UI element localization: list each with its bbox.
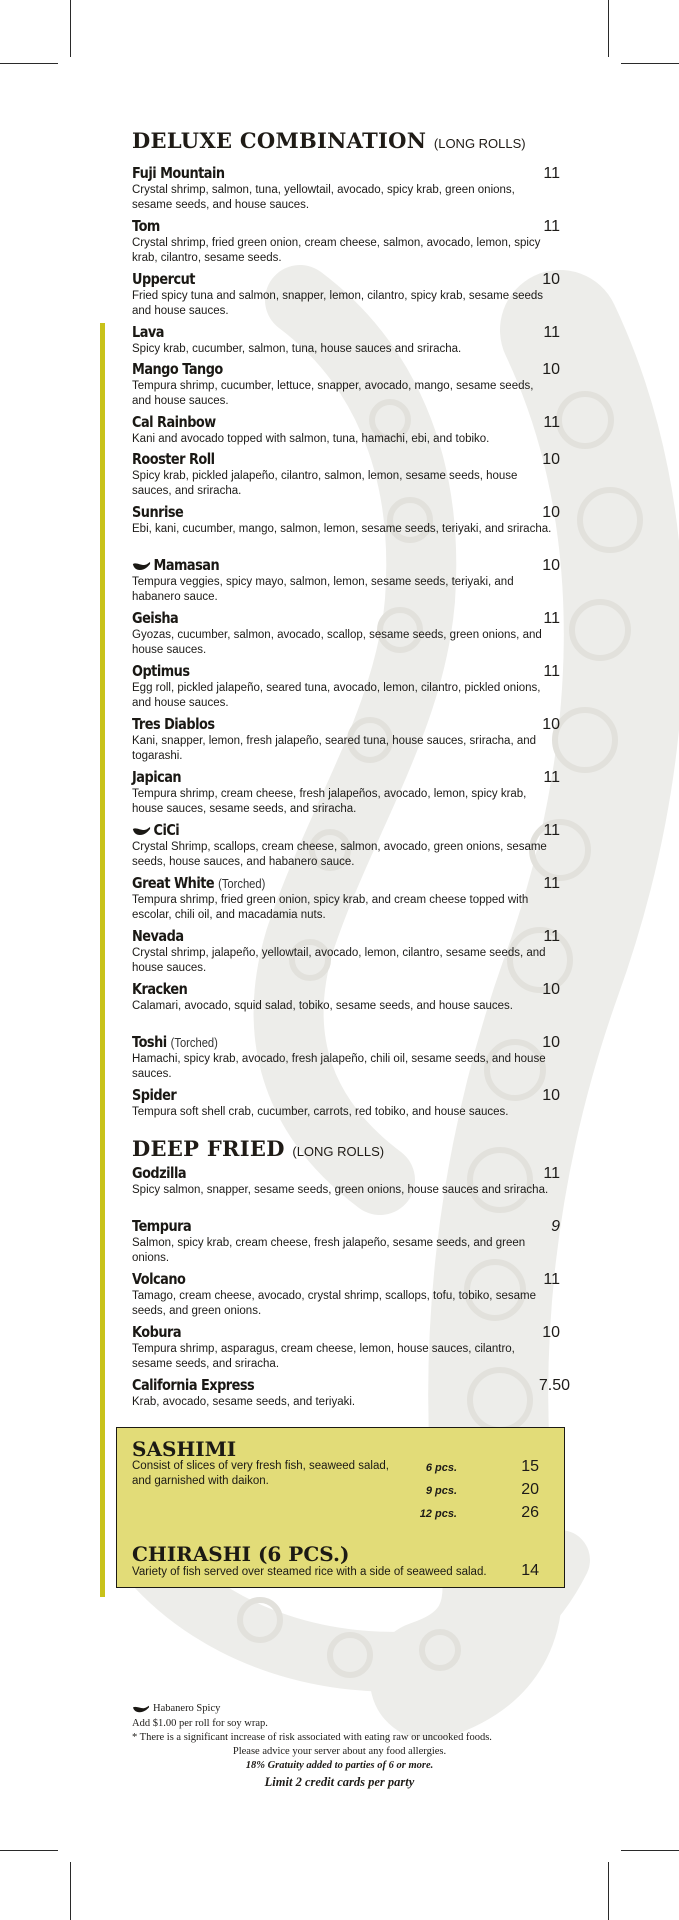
sashimi-description bbox=[132, 1459, 389, 1489]
item-name: Cal Rainbow bbox=[132, 413, 216, 431]
item-name bbox=[132, 874, 265, 892]
menu-item-sunrise bbox=[132, 503, 562, 556]
menu-item-kobura bbox=[132, 1323, 562, 1376]
item-name: Nevada bbox=[132, 927, 184, 945]
item-name: Rooster Roll bbox=[132, 450, 215, 468]
menu-item-great-white bbox=[132, 874, 562, 927]
menu-item-spider bbox=[132, 1086, 562, 1123]
item-name: California Express bbox=[132, 1376, 255, 1394]
deluxe-section-title bbox=[132, 128, 526, 153]
section-subtitle: (LONG ROLLS) bbox=[292, 1144, 385, 1159]
item-description: Tempura soft shell crab, cucumber, carrots, red tobiko, and house sauces. bbox=[132, 1106, 509, 1118]
sashimi-price: 26 bbox=[521, 1504, 539, 1521]
item-name: Lava bbox=[132, 323, 164, 341]
habanero-pepper-icon bbox=[132, 826, 151, 836]
sashimi-chirashi-box bbox=[116, 1427, 565, 1588]
item-price: 11 bbox=[543, 1165, 560, 1182]
item-price: 11 bbox=[543, 875, 560, 892]
menu-item-cal-rainbow bbox=[132, 413, 562, 450]
item-description: Egg roll, pickled jalapeño, seared tuna, avocado, lemon, cilantro, pickled onions, and house sauces. bbox=[132, 682, 541, 709]
item-price: 10 bbox=[542, 1034, 560, 1051]
item-description: Tempura shrimp, cucumber, lettuce, snapper, avocado, mango, sesame seeds, and house sauces. bbox=[132, 380, 534, 407]
sashimi-pcs-label: 6 pcs. bbox=[425, 1462, 457, 1474]
item-price: 11 bbox=[543, 165, 560, 182]
item-price: 7.50 bbox=[538, 1377, 570, 1394]
sashimi-pcs-label: 12 pcs. bbox=[419, 1508, 457, 1520]
item-description: Spicy salmon, snapper, sesame seeds, green onions, house sauces and sriracha. bbox=[132, 1184, 549, 1196]
item-name: Optimus bbox=[132, 662, 190, 680]
item-price: 11 bbox=[543, 769, 560, 786]
item-name: Sunrise bbox=[132, 503, 184, 521]
menu-item-rooster-roll bbox=[132, 450, 562, 503]
deep-fried-menu-list bbox=[132, 1164, 570, 1413]
menu-item-kracken bbox=[132, 980, 562, 1033]
deluxe-menu-list bbox=[132, 164, 562, 1123]
item-name: Godzilla bbox=[132, 1164, 187, 1182]
item-price: 10 bbox=[542, 716, 560, 733]
item-price: 11 bbox=[543, 324, 560, 341]
item-price: 10 bbox=[542, 361, 560, 378]
item-name: Mango Tango bbox=[132, 360, 223, 378]
raw-food-warning: * There is a significant increase of risk associated with eating raw or uncooked foods. bbox=[132, 1732, 492, 1743]
item-description: Spicy krab, pickled jalapeño, cilantro, salmon, lemon, sesame seeds, house sauces, and sriracha. bbox=[132, 470, 518, 497]
item-description: Calamari, avocado, squid salad, tobiko, sesame seeds, and house sauces. bbox=[132, 1000, 513, 1012]
item-name: Spider bbox=[132, 1086, 177, 1104]
sashimi-price: 15 bbox=[521, 1458, 539, 1475]
crop-mark bbox=[70, 1862, 71, 1920]
item-name bbox=[132, 1033, 218, 1051]
item-description: Gyozas, cucumber, salmon, avocado, scallop, sesame seeds, green onions, and house sauces. bbox=[132, 629, 542, 656]
menu-item-mamasan bbox=[132, 556, 562, 609]
crop-mark bbox=[0, 1850, 58, 1851]
item-name bbox=[132, 556, 219, 574]
item-description: Krab, avocado, sesame seeds, and teriyaki. bbox=[132, 1396, 356, 1408]
soy-wrap-note: Add $1.00 per roll for soy wrap. bbox=[132, 1718, 268, 1729]
item-price: 10 bbox=[542, 451, 560, 468]
item-name: Uppercut bbox=[132, 270, 195, 288]
deep-fried-section-title bbox=[132, 1136, 384, 1161]
item-name: Geisha bbox=[132, 609, 179, 627]
section-subtitle: (LONG ROLLS) bbox=[433, 136, 526, 151]
item-name: Tres Diablos bbox=[132, 715, 215, 733]
item-price: 10 bbox=[542, 557, 560, 574]
crop-mark bbox=[0, 63, 58, 64]
item-description: Tempura shrimp, asparagus, cream cheese, lemon, house sauces, cilantro, sesame seeds, and sriracha. bbox=[132, 1343, 515, 1370]
menu-item-tres-diablos bbox=[132, 715, 562, 768]
menu-item-mango-tango bbox=[132, 360, 562, 413]
menu-item-tom bbox=[132, 217, 562, 270]
crop-mark bbox=[608, 0, 609, 57]
item-description: Kani, snapper, lemon, fresh jalapeño, seared tuna, house sauces, sriracha, and togarashi. bbox=[132, 735, 537, 762]
sashimi-pcs-label: 9 pcs. bbox=[425, 1485, 457, 1497]
item-name-text: CiCi bbox=[153, 821, 180, 839]
item-name: Fuji Mountain bbox=[132, 164, 225, 182]
item-note: (Torched) bbox=[170, 1035, 218, 1050]
item-price: 11 bbox=[543, 414, 560, 431]
item-note: (Torched) bbox=[218, 876, 266, 891]
chirashi-description: Variety of fish served over steamed rice with a side of seaweed salad. bbox=[132, 1566, 487, 1578]
menu-item-geisha bbox=[132, 609, 562, 662]
credit-card-limit: Limit 2 credit cards per party bbox=[264, 1775, 415, 1789]
item-description: Spicy krab, cucumber, salmon, tuna, house sauces and sriracha. bbox=[132, 343, 462, 355]
menu-item-california-express bbox=[132, 1376, 570, 1413]
item-name-text: Mamasan bbox=[153, 556, 220, 574]
gratuity-note: 18% Gratuity added to parties of 6 or more. bbox=[245, 1760, 434, 1771]
menu-item-japican bbox=[132, 768, 562, 821]
item-price: 11 bbox=[543, 928, 560, 945]
item-name: Tempura bbox=[132, 1217, 192, 1235]
crop-mark bbox=[621, 1850, 679, 1851]
menu-item-optimus bbox=[132, 662, 562, 715]
menu-item-uppercut bbox=[132, 270, 562, 323]
item-name-text: Great White bbox=[132, 874, 215, 892]
legend-text: Habanero Spicy bbox=[153, 1703, 221, 1714]
menu-item-fuji-mountain bbox=[132, 164, 562, 217]
sashimi-price: 20 bbox=[521, 1481, 539, 1498]
menu-item-tempura bbox=[132, 1217, 562, 1270]
item-name: Volcano bbox=[132, 1270, 186, 1288]
item-description: Tempura veggies, spicy mayo, salmon, lemon, sesame seeds, teriyaki, and habanero sauce. bbox=[132, 576, 514, 603]
chirashi-price: 14 bbox=[521, 1562, 539, 1579]
item-description: Crystal shrimp, salmon, tuna, yellowtail, avocado, spicy krab, green onions, sesame seeds, and house sauces. bbox=[132, 184, 515, 211]
item-price: 10 bbox=[542, 504, 560, 521]
item-description: Tamago, cream cheese, avocado, crystal shrimp, scallops, tofu, tobiko, sesame seeds, and green onions. bbox=[132, 1290, 536, 1317]
item-description: Salmon, spicy krab, cream cheese, fresh jalapeño, sesame seeds, and green onions. bbox=[132, 1237, 526, 1264]
item-price: 11 bbox=[543, 610, 560, 627]
crop-mark bbox=[621, 63, 679, 64]
section-title-text: DELUXE COMBINATION bbox=[132, 128, 427, 153]
section-title-text: DEEP FRIED bbox=[132, 1136, 285, 1161]
menu-item-toshi bbox=[132, 1033, 562, 1086]
menu-item-godzilla bbox=[132, 1164, 562, 1217]
item-price: 11 bbox=[543, 218, 560, 235]
item-description: Crystal shrimp, fried green onion, cream cheese, salmon, avocado, lemon, spicy krab, cilantro, sesame seeds. bbox=[132, 237, 541, 264]
menu-item-lava bbox=[132, 323, 562, 360]
item-name: Tom bbox=[132, 217, 160, 235]
item-name: Japican bbox=[132, 768, 182, 786]
item-name bbox=[132, 821, 179, 839]
habanero-pepper-icon bbox=[132, 1705, 150, 1713]
habanero-legend bbox=[132, 1703, 220, 1714]
item-name-text: Toshi bbox=[132, 1033, 167, 1051]
accent-bar bbox=[100, 323, 105, 1597]
chirashi-title: CHIRASHI (6 PCS.) bbox=[132, 1542, 350, 1566]
item-price: 9 bbox=[551, 1218, 560, 1235]
menu-item-cici bbox=[132, 821, 562, 874]
menu-item-nevada bbox=[132, 927, 562, 980]
item-description: Crystal shrimp, jalapeño, yellowtail, avocado, lemon, cilantro, sesame seeds, and house sauces. bbox=[132, 947, 546, 974]
item-price: 10 bbox=[542, 1087, 560, 1104]
item-description: Hamachi, spicy krab, avocado, fresh jalapeño, chili oil, sesame seeds, and house sauces. bbox=[132, 1053, 546, 1080]
item-description: Kani and avocado topped with salmon, tuna, hamachi, ebi, and tobiko. bbox=[132, 433, 490, 445]
crop-mark bbox=[70, 0, 71, 57]
item-price: 10 bbox=[542, 1324, 560, 1341]
sashimi-description-line: and garnished with daikon. bbox=[132, 1475, 269, 1487]
item-price: 11 bbox=[543, 663, 560, 680]
item-description: Ebi, kani, cucumber, mango, salmon, lemon, sesame seeds, teriyaki, and sriracha. bbox=[132, 523, 552, 535]
habanero-pepper-icon bbox=[132, 561, 151, 571]
sashimi-description-line: Consist of slices of very fresh fish, seaweed salad, bbox=[132, 1460, 389, 1472]
item-description: Tempura shrimp, cream cheese, fresh jalapeños, avocado, lemon, spicy krab, house sauces, sesame seeds, and sriracha. bbox=[132, 788, 527, 815]
item-name: Kracken bbox=[132, 980, 188, 998]
item-price: 10 bbox=[542, 981, 560, 998]
allergy-note: Please advice your server about any food allergies. bbox=[232, 1746, 447, 1757]
item-price: 11 bbox=[543, 822, 560, 839]
item-name: Kobura bbox=[132, 1323, 182, 1341]
item-description: Tempura shrimp, fried green onion, spicy krab, and cream cheese topped with escolar, chili oil, and macadamia nuts. bbox=[132, 894, 529, 921]
item-price: 10 bbox=[542, 271, 560, 288]
menu-item-volcano bbox=[132, 1270, 562, 1323]
item-description: Fried spicy tuna and salmon, snapper, lemon, cilantro, spicy krab, sesame seeds and house sauces. bbox=[132, 290, 544, 317]
item-price: 11 bbox=[543, 1271, 560, 1288]
item-description: Crystal Shrimp, scallops, cream cheese, salmon, avocado, green onions, sesame seeds, house sauces, and habanero sauce. bbox=[132, 841, 547, 868]
sashimi-title: SASHIMI bbox=[132, 1437, 237, 1461]
crop-mark bbox=[608, 1862, 609, 1920]
